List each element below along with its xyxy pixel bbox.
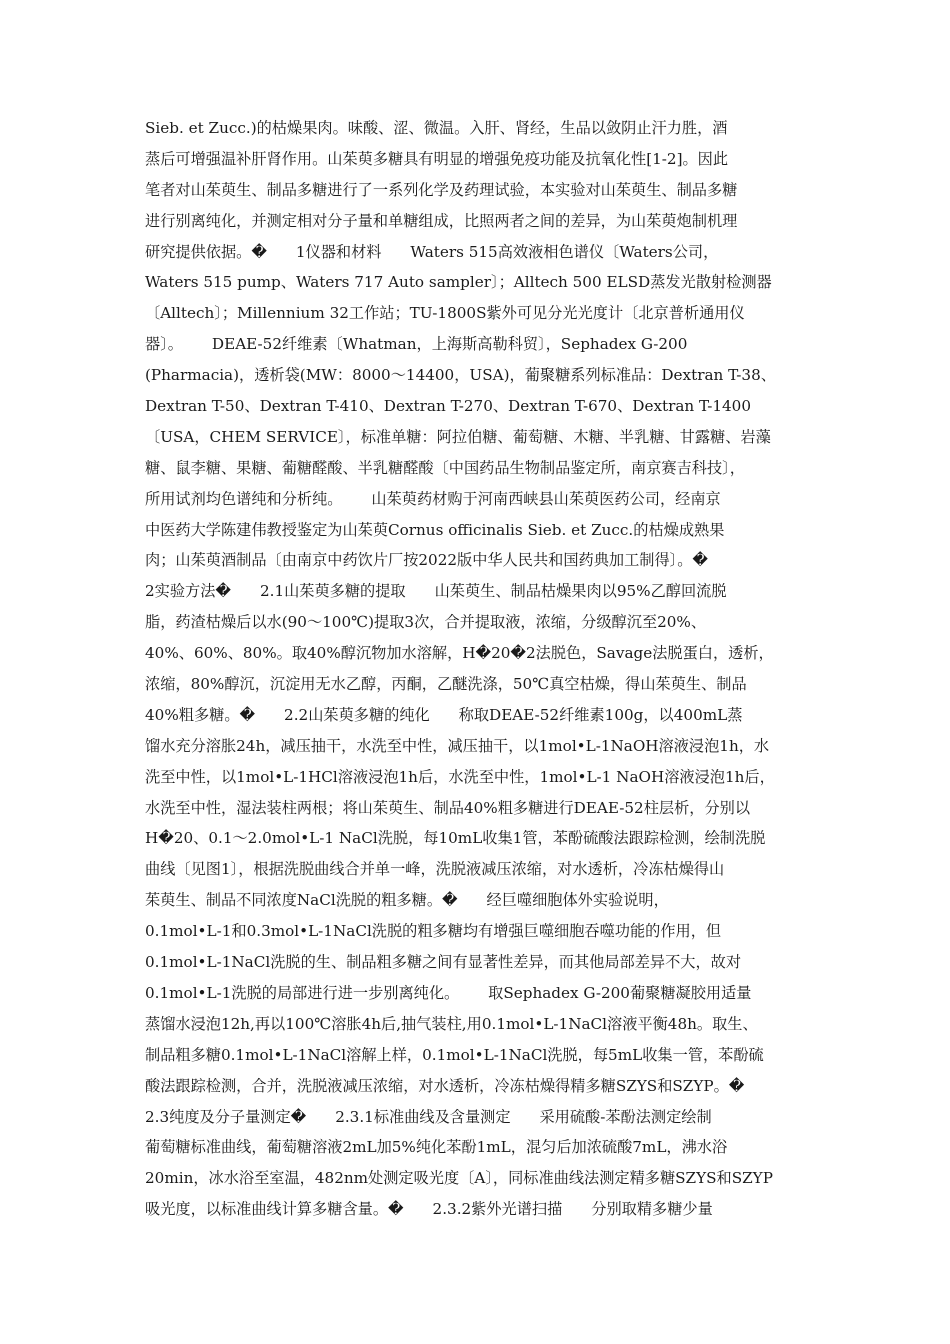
text-line: 器〕。 DEAE-52纤维素〔Whatman，上海斯高勒科贸〕，Sephadex G-200	[145, 335, 688, 354]
text-line: 脂，药渣枯燥后以水(90～100℃)提取3次，合并提取液，浓缩，分级醇沉至20%、	[145, 613, 707, 632]
text-line: 0.1mol•L-1和0.3mol•L-1NaCl洗脱的粗多糖均有增强巨噬细胞吞噬功能的作用，但	[145, 922, 722, 941]
text-line: H�20、0.1～2.0mol•L-1 NaCl洗脱，每10mL收集1管，苯酚硫酸法跟踪检测，绘制洗脱	[145, 829, 766, 848]
text-line: Sieb. et Zucc.)的枯燥果肉。味酸、涩、微温。入肝、肾经，生品以敛阴止汗力胜，酒	[145, 119, 728, 137]
text-line: 40%粗多糖。� 2.2山茱萸多糖的纯化 称取DEAE-52纤维素100g，以400mL蒸	[145, 705, 743, 724]
text-line: 蒸馏水浸泡12h,再以100℃溶胀4h后,抽气装柱,用0.1mol•L-1NaCl溶液平衡48h。取生、	[145, 1014, 758, 1033]
text-line: 制品粗多糖0.1mol•L-1NaCl溶解上样，0.1mol•L-1NaCl洗脱，每5mL收集一管，苯酚硫	[145, 1045, 764, 1064]
text-line: 20min，冰水浴至室温，482nm处测定吸光度〔A〕，同标准曲线法测定精多糖SZYS和SZYP	[145, 1169, 773, 1188]
text-line: 所用试剂均色谱纯和分析纯。 山茱萸药材购于河南西峡县山茱萸医药公司，经南京	[145, 489, 721, 508]
text-line: 40%、60%、80%。取40%醇沉物加水溶解，H�20�2法脱色，Savage法脱蛋白，透析，	[145, 644, 774, 663]
text-line: 研究提供依据。� 1仪器和材料 Waters 515高效液相色谱仪〔Waters公司，	[145, 242, 719, 261]
text-line: 0.1mol•L-1NaCl洗脱的生、制品粗多糖之间有显著性差异，而其他局部差异不大，故对	[145, 953, 742, 972]
text-line: 酸法跟踪检测，合并，洗脱液减压浓缩，对水透析，冷冻枯燥得精多糖SZYS和SZYP。�	[145, 1076, 745, 1095]
text-line: 浓缩，80%醇沉，沉淀用无水乙醇，丙酮，乙醚洗涤，50℃真空枯燥，得山茱萸生、制品	[145, 675, 747, 694]
text-line: 0.1mol•L-1洗脱的局部进行进一步别离纯化。 取Sephadex G-200葡聚糖凝胶用适量	[145, 983, 752, 1002]
body-text	[145, 113, 815, 1225]
text-line: Waters 515 pump、Waters 717 Auto sampler〕；Alltech 500 ELSD蒸发光散射检测器	[145, 273, 772, 292]
text-line: 水洗至中性，湿法装柱两根；将山茱萸生、制品40%粗多糖进行DEAE-52柱层析，分别以	[145, 798, 751, 817]
text-line: 茱萸生、制品不同浓度NaCl洗脱的粗多糖。� 经巨噬细胞体外实验说明，	[145, 891, 669, 910]
text-line: 2实验方法� 2.1山茱萸多糖的提取 山茱萸生、制品枯燥果肉以95%乙醇回流脱	[145, 582, 727, 601]
text-line: 进行别离纯化，并测定相对分子量和单糖组成，比照两者之间的差异，为山茱萸炮制机理	[145, 211, 738, 230]
text-line: 肉；山茱萸酒制品〔由南京中药饮片厂按2022版中华人民共和国药典加工制得〕。�	[145, 551, 708, 570]
text-line: 中医药大学陈建伟教授鉴定为山茱萸Cornus officinalis Sieb. et Zucc.的枯燥成熟果	[145, 520, 725, 539]
text-line: Dextran T-50、Dextran T-410、Dextran T-270、Dextran T-670、Dextran T-1400	[145, 397, 751, 416]
text-line: 蒸后可增强温补肝肾作用。山茱萸多糖具有明显的增强免疫功能及抗氧化性[1-2]。因此	[145, 149, 729, 168]
text-line: 2.3纯度及分子量测定� 2.3.1标准曲线及含量测定 采用硫酸-苯酚法测定绘制	[145, 1107, 712, 1126]
text-line: 馏水充分溶胀24h，减压抽干，水洗至中性，减压抽干，以1mol•L-1NaOH溶液浸泡1h，水	[145, 736, 770, 755]
text-line: 曲线〔见图1〕，根据洗脱曲线合并单一峰，洗脱液减压浓缩，对水透析，冷冻枯燥得山	[145, 860, 725, 879]
text-line: 吸光度，以标准曲线计算多糖含量。� 2.3.2紫外光谱扫描 分别取精多糖少量	[145, 1200, 713, 1219]
text-line: 〔USA，CHEM SERVICE〕，标准单糖：阿拉伯糖、葡萄糖、木糖、半乳糖、甘露糖、岩藻	[145, 427, 771, 446]
text-line: 糖、鼠李糖、果糖、葡糖醛酸、半乳糖醛酸〔中国药品生物制品鉴定所，南京赛吉科技〕，	[145, 458, 745, 477]
text-line: 洗至中性，以1mol•L-1HCl溶液浸泡1h后，水洗至中性，1mol•L-1 NaOH溶液浸泡1h后，	[145, 767, 775, 786]
text-line: 笔者对山茱萸生、制品多糖进行了一系列化学及药理试验，本实验对山茱萸生、制品多糖	[145, 180, 738, 199]
text-line: 〔Alltech〕；Millennium 32工作站；TU-1800S紫外可见分光光度计〔北京普析通用仪	[145, 304, 745, 323]
text-line: (Pharmacia)，透析袋(MW：8000～14400，USA)，葡聚糖系列标准品：Dextran T-38、	[145, 366, 776, 385]
text-line: 葡萄糖标准曲线，葡萄糖溶液2mL加5%纯化苯酚1mL，混匀后加浓硫酸7mL，沸水浴	[145, 1138, 728, 1157]
